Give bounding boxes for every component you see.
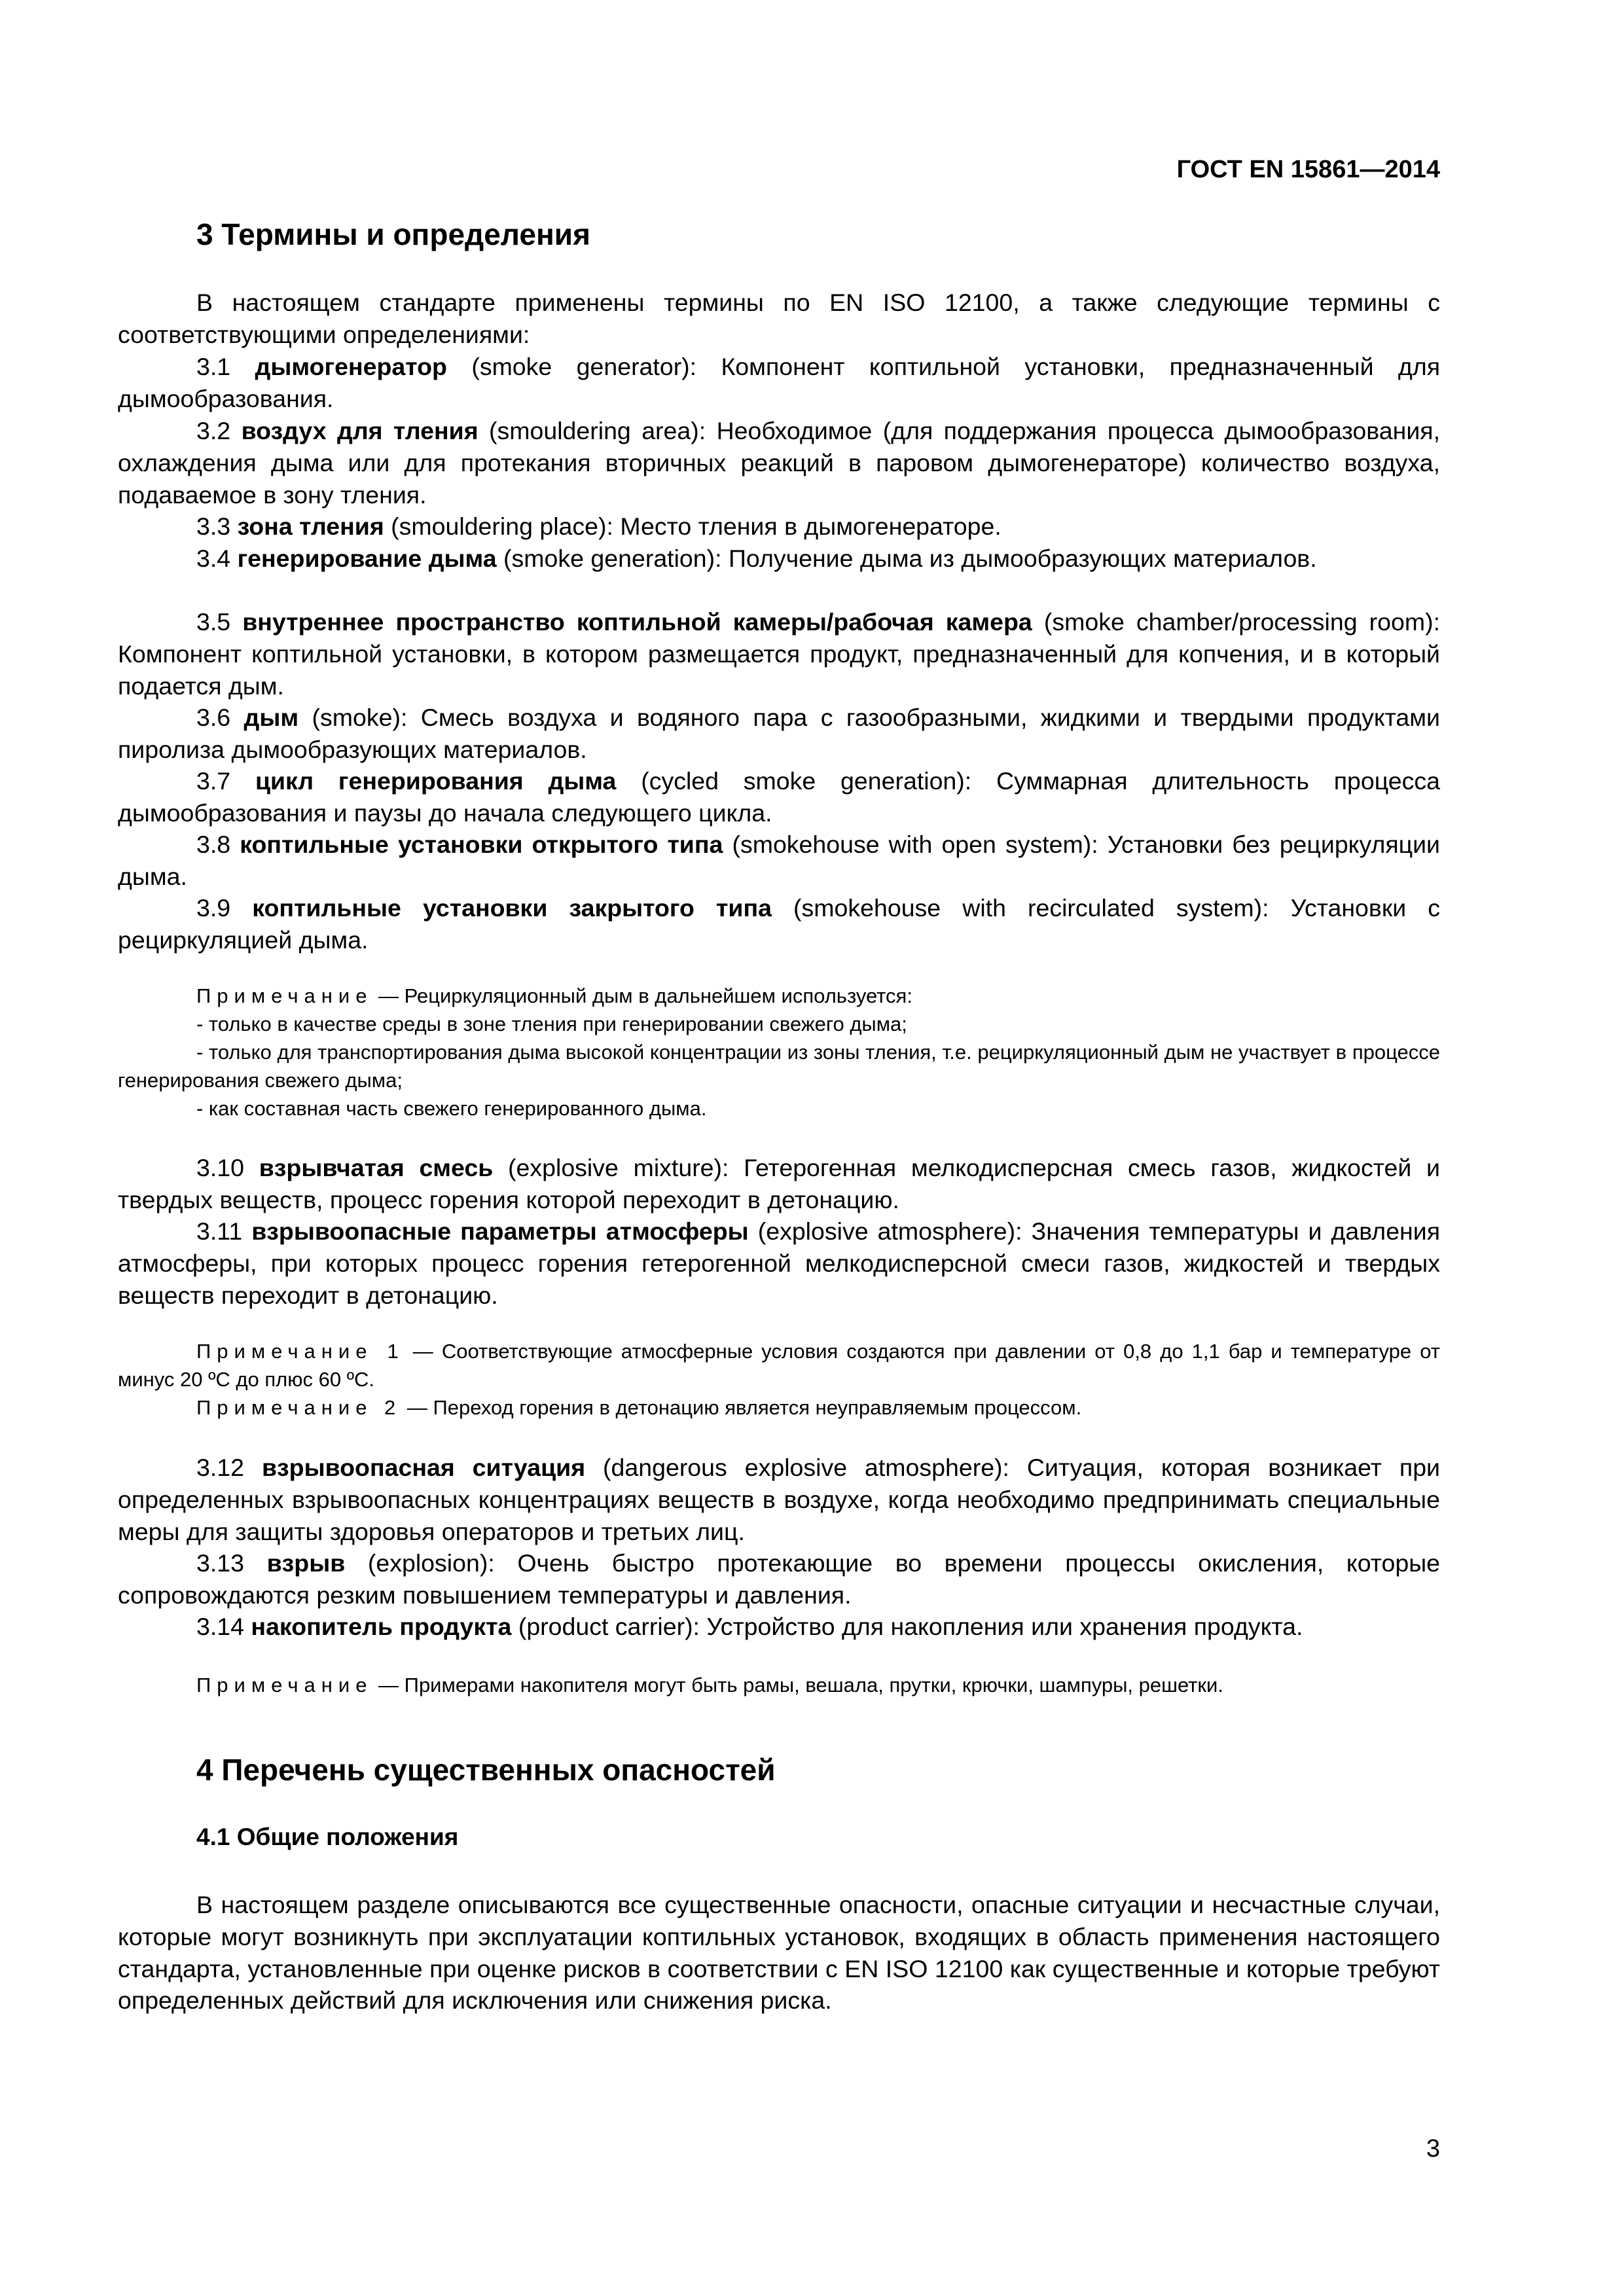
term-number: 3.12 [196,1454,244,1481]
term-3-5 [118,606,1440,702]
subsection-4-1-heading: 4.1 Общие положения [196,1823,459,1850]
note-detonation [118,1393,1440,1422]
term-definition: (cycled smoke generation): Суммарная длительность процесса дымообразования и паузы до начала следующего цикла. [118,767,1440,827]
note-list-item: - как составная часть свежего генерированного дыма. [196,1097,707,1120]
note-list-item: - только для транспортирования дыма высокой концентрации из зоны тления, т.е. рециркуляционный дым не участвует в процессе генерирования свежего дыма; [118,1041,1440,1092]
term-number: 3.3 [196,512,231,540]
term-definition: (smokehouse with open system): Установки без рециркуляции дыма. [118,831,1440,890]
term-definition: (smoke generator): Компонент коптильной установки, предназначенный для дымообразования. [118,353,1440,412]
note-atmospheric-conditions [118,1337,1440,1393]
note-label: Примечание [196,1674,373,1696]
note-text: — Рециркуляционный дым в дальнейшем используется: [372,984,912,1007]
term-number: 3.9 [196,894,231,922]
term-definition: (product carrier): Устройство для накопления или хранения продукта. [511,1613,1303,1640]
section-3-intro: В настоящем стандарте применены термины по EN ISO 12100, а также следующие термины с соответствующими определениями: [118,289,1440,348]
term-name: коптильные установки открытого типа [240,831,723,858]
term-name: цикл генерирования дыма [255,767,617,795]
term-3-4 [118,543,1440,575]
term-number: 3.1 [196,353,231,380]
section-3-heading: 3 Термины и определения [196,217,590,251]
term-number: 3.13 [196,1549,244,1577]
term-3-7 [118,765,1440,829]
term-number: 3.8 [196,831,231,858]
term-definition: (explosive atmosphere): Значения температуры и давления атмосферы, при которых процесс горения гетерогенной мелкодисперсной смеси газов, жидкостей и твердых веществ переходит в детонацию. [118,1217,1441,1309]
term-number: 3.4 [196,545,231,572]
term-3-9 [118,892,1440,956]
term-definition: (smoke generation): Получение дыма из дымообразующих материалов. [496,545,1317,572]
term-number: 3.6 [196,704,231,731]
term-name: дым [244,704,299,731]
term-3-2 [118,415,1440,511]
term-name: воздух для тления [241,417,478,444]
note-product-carrier [118,1671,1440,1699]
term-definition: (smouldering place): Место тления в дымогенераторе. [384,512,1001,540]
term-name: дымогенератор [255,353,447,380]
term-3-8 [118,829,1440,893]
note-text: — Соответствующие атмосферные условия создаются при давлении от 0,8 до 1,1 бар и температуре от минус 20 ºС до плюс 60 ºС. [118,1340,1440,1391]
term-definition: (dangerous explosive atmosphere): Ситуация, которая возникает при определенных взрывоопасных концентрациях веществ в воздухе, когда необходимо предпринимать специальные меры для защиты здоровья операторов и третьих лиц. [118,1454,1441,1545]
term-number: 3.2 [196,417,231,444]
note-label: Примечание 2 [196,1396,402,1419]
section-4-heading: 4 Перечень существенных опасностей [196,1753,776,1787]
term-number: 3.14 [196,1613,244,1640]
term-3-6 [118,702,1440,766]
term-definition: (smokehouse with recirculated system): Установки с рециркуляцией дыма. [118,894,1440,954]
term-definition: (smouldering area): Необходимое (для поддержания процесса дымообразования, охлаждения дыма или для протекания вторичных реакций в паровом дымогенераторе) количество воздуха, подаваемое в зону тления. [118,417,1440,509]
term-3-11 [118,1215,1440,1311]
note-text: — Примерами накопителя могут быть рамы, вешала, прутки, крючки, шампуры, решетки. [372,1674,1223,1696]
term-name: коптильные установки закрытого типа [252,894,772,922]
term-name: взрыв [266,1549,346,1577]
term-definition: (smoke): Смесь воздуха и водяного пара с газообразными, жидкими и твердыми продуктами пиролиза дымообразующих материалов. [118,704,1440,763]
term-number: 3.7 [196,767,231,795]
term-name: взрывоопасные параметры атмосферы [251,1217,749,1245]
note-recirculation [118,982,1440,1010]
term-name: взрывоопасная ситуация [261,1454,586,1481]
term-3-1 [118,351,1440,415]
term-definition: (explosive mixture): Гетерогенная мелкодисперсная смесь газов, жидкостей и твердых веществ, процесс горения которой переходит в детонацию. [118,1154,1440,1213]
section-4-1-paragraph: В настоящем разделе описываются все существенные опасности, опасные ситуации и несчастные случаи, которые могут возникнуть при эксплуатации коптильных установок, входящих в область применения настоящего стандарта, установленные при оценке рисков в соответствии с EN ISO 12100 как существенные и которые требуют определенных действий для исключения или снижения риска. [118,1891,1440,2015]
term-3-10 [118,1152,1440,1216]
page-number: 3 [1426,2135,1440,2162]
note-label: Примечание [196,984,373,1007]
note-text: — Переход горения в детонацию является неуправляемым процессом. [401,1396,1082,1419]
note-list-item: - только в качестве среды в зоне тления при генерировании свежего дыма; [196,1013,907,1035]
term-number: 3.11 [196,1217,243,1245]
term-name: зона тления [237,512,384,540]
term-name: генерирование дыма [237,545,497,572]
note-label: Примечание 1 [196,1340,405,1363]
term-number: 3.10 [196,1154,244,1181]
term-name: накопитель продукта [251,1613,512,1640]
term-3-3 [118,511,1440,543]
term-name: взрывчатая смесь [259,1154,494,1181]
term-number: 3.5 [196,608,231,636]
term-3-12 [118,1452,1440,1547]
term-definition: (smoke chamber/processing room): Компонент коптильной установки, в котором размещается продукт, предназначенный для копчения, и в который подается дым. [118,608,1441,700]
term-3-14 [118,1611,1440,1643]
document-code-header: ГОСТ EN 15861—2014 [1176,156,1440,183]
term-3-13 [118,1547,1440,1611]
term-name: внутреннее пространство коптильной камеры/рабочая камера [242,608,1032,636]
term-definition: (explosion): Очень быстро протекающие во времени процессы окисления, которые сопровождаются резким повышением температуры и давления. [118,1549,1440,1609]
